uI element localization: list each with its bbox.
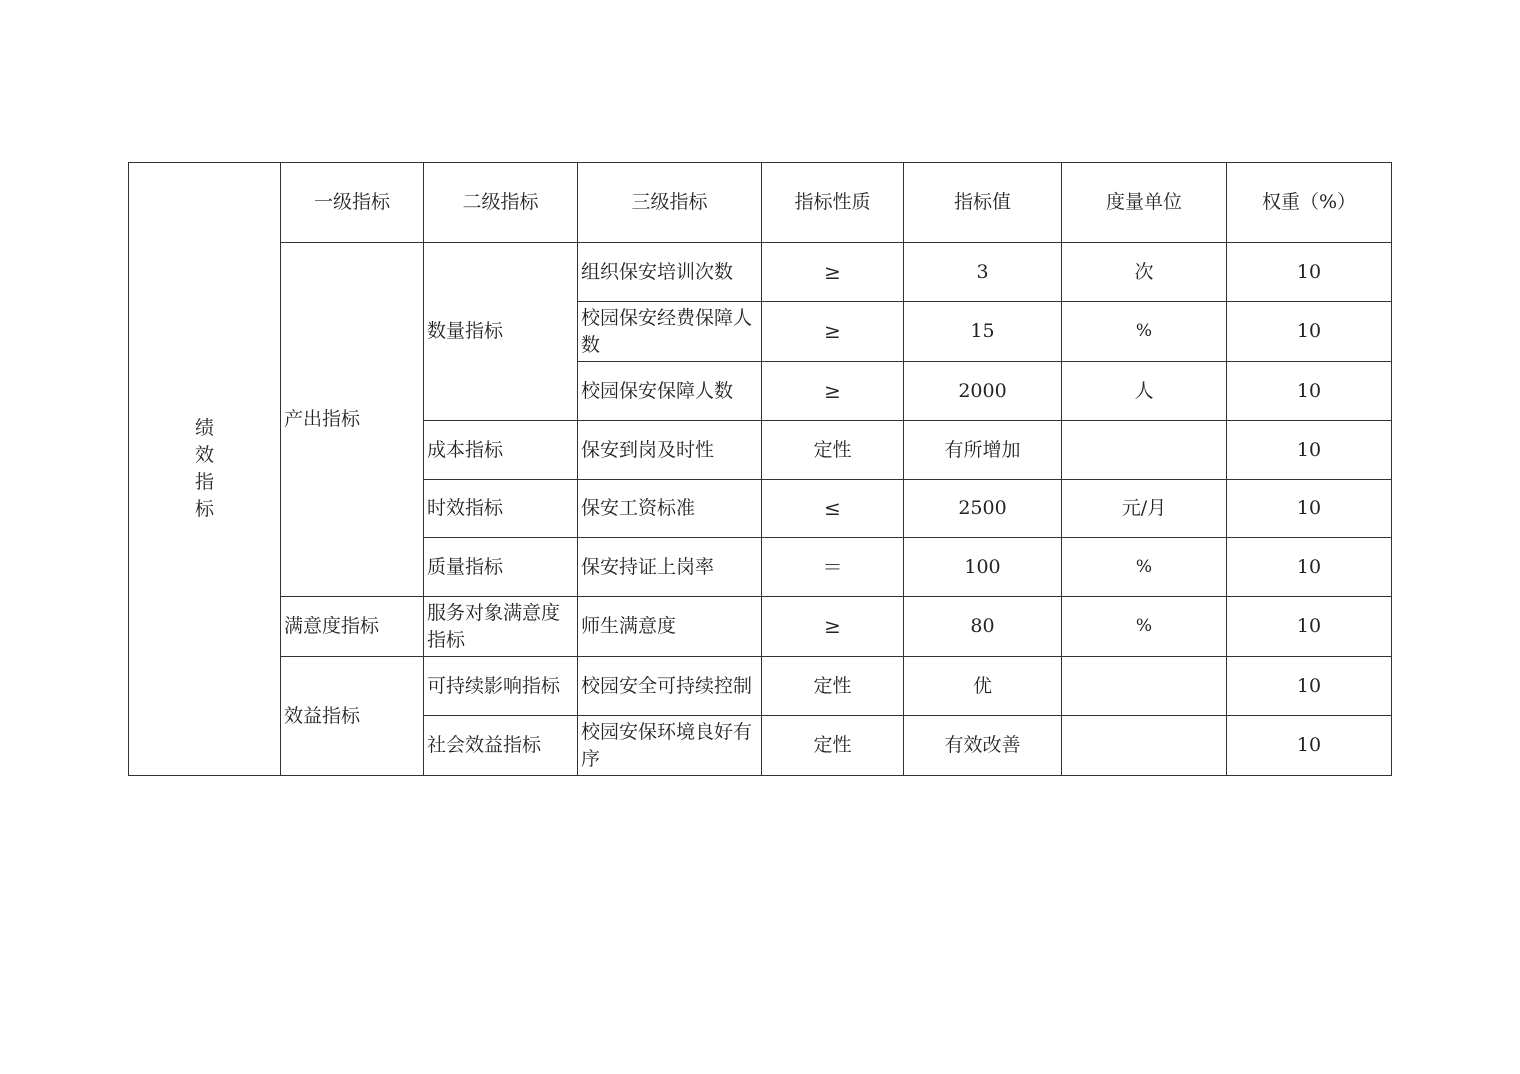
indicator-cell: 保安持证上岗率 <box>578 538 762 597</box>
weight-cell: 10 <box>1227 480 1392 538</box>
group-output: 产出指标 <box>281 243 424 597</box>
indicator-cell: 组织保安培训次数 <box>578 243 762 302</box>
header-nature: 指标性质 <box>762 163 904 243</box>
indicator-cell: 校园保安经费保障人数 <box>578 302 762 362</box>
category-char: 效 <box>194 444 214 466</box>
value-cell: 有效改善 <box>904 716 1062 776</box>
weight-cell: 10 <box>1227 716 1392 776</box>
table-row <box>129 657 1392 716</box>
weight-cell: 10 <box>1227 597 1392 657</box>
value-cell: 2500 <box>904 480 1062 538</box>
unit-cell: % <box>1062 302 1227 362</box>
category-cell <box>129 163 281 776</box>
value-cell: 优 <box>904 657 1062 716</box>
weight-cell: 10 <box>1227 657 1392 716</box>
header-level3: 三级指标 <box>578 163 762 243</box>
header-unit: 度量单位 <box>1062 163 1227 243</box>
performance-indicator-table <box>128 162 1392 776</box>
indicator-cell: 保安到岗及时性 <box>578 421 762 480</box>
header-level1: 一级指标 <box>281 163 424 243</box>
indicator-cell: 校园保安保障人数 <box>578 362 762 421</box>
value-cell: 有所增加 <box>904 421 1062 480</box>
nature-cell: ≥ <box>762 302 904 362</box>
unit-cell: 次 <box>1062 243 1227 302</box>
unit-cell <box>1062 657 1227 716</box>
unit-cell: 人 <box>1062 362 1227 421</box>
nature-cell: ≥ <box>762 597 904 657</box>
subgroup-cost: 成本指标 <box>424 421 578 480</box>
table-row <box>129 243 1392 302</box>
weight-cell: 10 <box>1227 421 1392 480</box>
indicator-cell: 校园安全可持续控制 <box>578 657 762 716</box>
indicator-cell: 师生满意度 <box>578 597 762 657</box>
subgroup-sustainable: 可持续影响指标 <box>424 657 578 716</box>
weight-cell: 10 <box>1227 538 1392 597</box>
subgroup-quantity: 数量指标 <box>424 243 578 421</box>
subgroup-service-satisfaction: 服务对象满意度指标 <box>424 597 578 657</box>
indicator-cell: 保安工资标准 <box>578 480 762 538</box>
value-cell: 2000 <box>904 362 1062 421</box>
nature-cell: 定性 <box>762 657 904 716</box>
unit-cell: % <box>1062 597 1227 657</box>
value-cell: 15 <box>904 302 1062 362</box>
header-row <box>129 163 1392 243</box>
subgroup-quality: 质量指标 <box>424 538 578 597</box>
value-cell: 100 <box>904 538 1062 597</box>
nature-cell: ＝ <box>762 538 904 597</box>
table-row <box>129 597 1392 657</box>
unit-cell: 元/月 <box>1062 480 1227 538</box>
unit-cell <box>1062 716 1227 776</box>
header-value: 指标值 <box>904 163 1062 243</box>
weight-cell: 10 <box>1227 362 1392 421</box>
nature-cell: 定性 <box>762 716 904 776</box>
value-cell: 80 <box>904 597 1062 657</box>
nature-cell: ≥ <box>762 362 904 421</box>
unit-cell <box>1062 421 1227 480</box>
value-cell: 3 <box>904 243 1062 302</box>
unit-cell: % <box>1062 538 1227 597</box>
category-char: 标 <box>194 498 214 520</box>
group-satisfaction: 满意度指标 <box>281 597 424 657</box>
category-char: 指 <box>194 471 214 493</box>
header-level2: 二级指标 <box>424 163 578 243</box>
category-char: 绩 <box>194 417 214 439</box>
nature-cell: ≤ <box>762 480 904 538</box>
header-weight: 权重（%） <box>1227 163 1392 243</box>
nature-cell: 定性 <box>762 421 904 480</box>
indicator-cell: 校园安保环境良好有序 <box>578 716 762 776</box>
nature-cell: ≥ <box>762 243 904 302</box>
weight-cell: 10 <box>1227 302 1392 362</box>
weight-cell: 10 <box>1227 243 1392 302</box>
subgroup-timeliness: 时效指标 <box>424 480 578 538</box>
group-benefit: 效益指标 <box>281 657 424 776</box>
subgroup-social: 社会效益指标 <box>424 716 578 776</box>
